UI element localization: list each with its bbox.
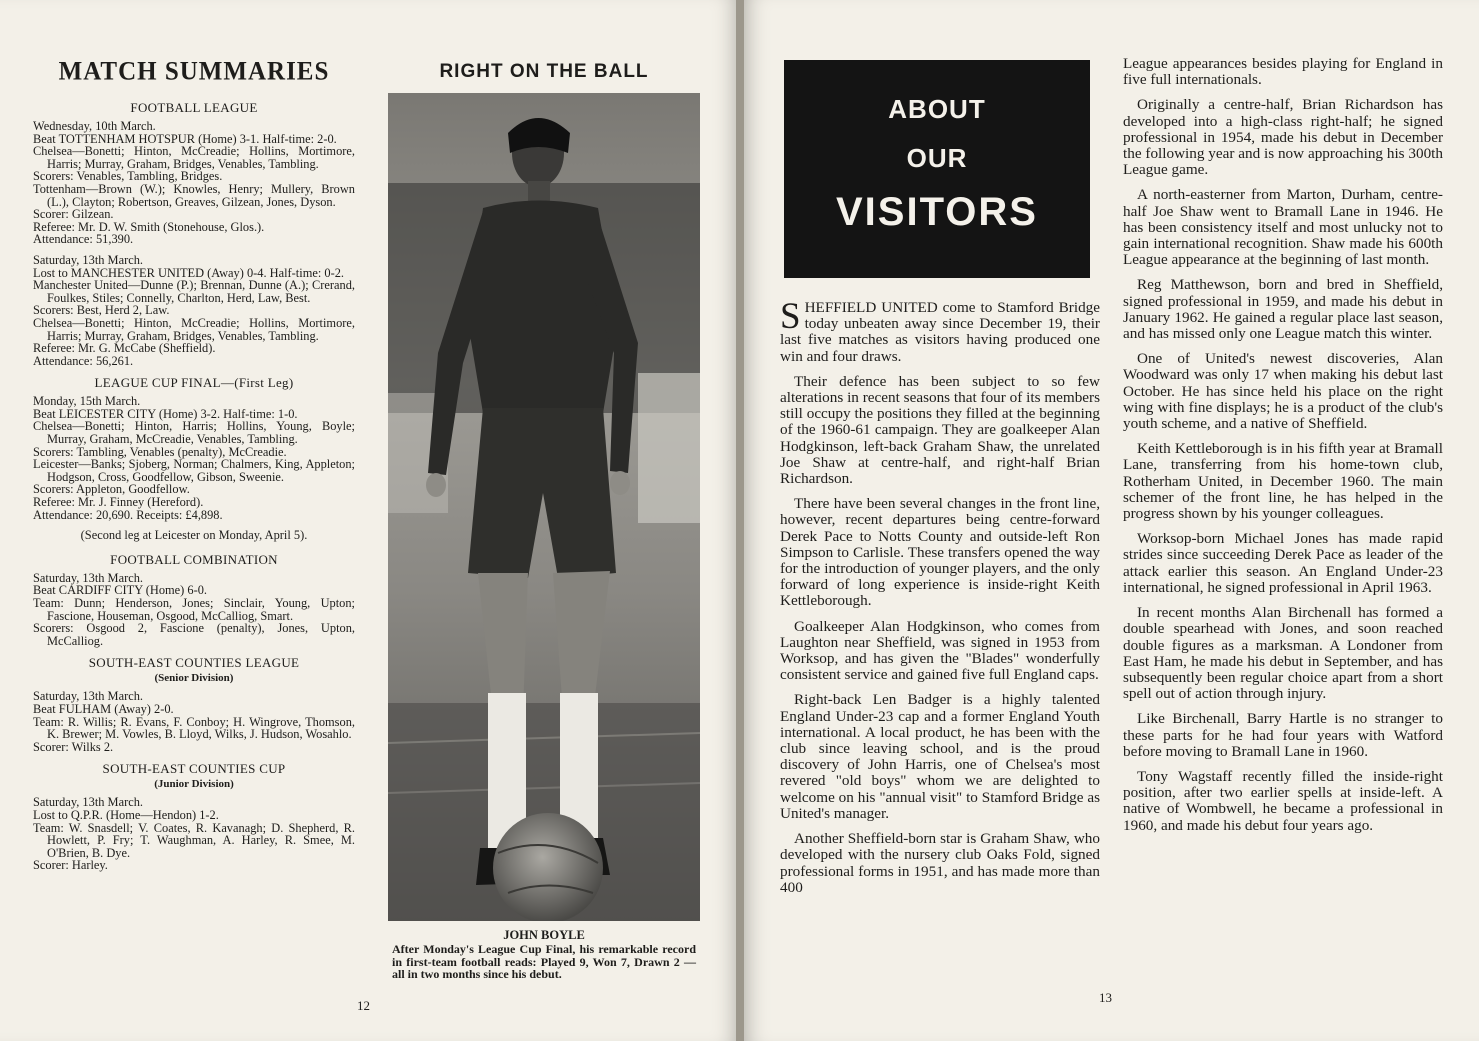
match-line: Attendance: 51,390. (33, 232, 134, 247)
match-line: Saturday, 13th March. (33, 252, 143, 267)
match-line: Team: R. Willis; R. Evans, F. Conboy; H. Wingrove, Thomson, K. Brewer; M. Vowles, B. Lloyd, Wilks, J. Hudson, Wosahlo. (33, 714, 355, 742)
section-heading: FOOTBALL LEAGUE (130, 100, 258, 115)
match-line: Beat LEICESTER CITY (Home) 3-2. Half-time: 1-0. (33, 406, 298, 421)
article-paragraph: One of United's newest discoveries, Alan Woodward was only 17 when making his debut last October. He has since held his place on the right wing with fine displays; he is a product of the club's youth scheme, and a native of Sheffield. (1123, 350, 1443, 433)
article-paragraph: Another Sheffield-born star is Graham Shaw, who developed with the nursery club Oaks Fold, signed professional forms in 1951, and has made more than 400 (780, 830, 1100, 896)
match-line: Beat TOTTENHAM HOTSPUR (Home) 3-1. Half-time: 2-0. (33, 131, 337, 146)
match-line: Team: W. Snasdell; V. Coates, R. Kavanagh; D. Shepherd, R. Howlett, P. Fry; T. Waughman, A. Harley, R. Smee, M. O'Brien, B. Dye. (33, 820, 355, 860)
match-line: Tottenham—Brown (W.); Knowles, Henry; Mullery, Brown (L.), Clayton; Robertson, Greaves, Gilzean, Jones, Dyson. (33, 181, 355, 209)
match-summary (33, 254, 355, 367)
lead-paragraph-text: HEFFIELD UNITED come to Stamford Bridge today unbeaten away since December 19, their last five matches as visitors having produced one win and four draws. (780, 299, 1100, 365)
article-paragraph: There have been several changes in the front line, however, recent departures being centre-forward Derek Pace to Notts County and outside-left Ron Simpson to Carlisle. These transfers opened the way for the introduction of younger players, and the only forward of long experience is inside-right Keith Kettleborough. (780, 495, 1100, 610)
banner-line-3: VISITORS (836, 190, 1038, 234)
section-heading: FOOTBALL COMBINATION (110, 551, 278, 567)
article-paragraph: Originally a centre-half, Brian Richardson has developed into a high-class right-half; he signed professional in 1954, made his debut in December the following year and is now approaching his 300th League game. (1123, 96, 1443, 179)
match-line: Leicester—Banks; Sjoberg, Norman; Chalmers, King, Appleton; Hodgson, Cross, Goodfellow, Gibson, Sweenie. (33, 457, 355, 484)
match-section (33, 375, 355, 542)
match-line: Scorers: Osgood 2, Fascione (penalty), Jones, Upton, McCalliog. (33, 621, 355, 648)
article-column-2 (1123, 56, 1443, 843)
article-paragraph: Tony Wagstaff recently filled the inside-right position, after two earlier spells at inside-left. A native of Wombwell, he became a professional in 1960, and made his debut four years ago. (1123, 767, 1443, 834)
section-subheading: (Junior Division) (154, 778, 234, 791)
match-line: Saturday, 13th March. (33, 795, 143, 810)
match-summary (33, 395, 355, 521)
left-page (0, 0, 738, 1041)
match-line: Scorers: Best, Herd 2, Law. (33, 303, 170, 318)
match-line: Beat CARDIFF CITY (Home) 6-0. (33, 583, 208, 598)
article-column-1 (780, 296, 1100, 905)
article-paragraph: Like Birchenall, Barry Hartle is no stranger to these parts for he had four years with Watford before moving to Bramall Lane in 1960. (1123, 710, 1443, 760)
article-paragraph: A north-easterner from Marton, Durham, centre-half Joe Shaw went to Bramall Lane in 1946. He has been consistency itself and most unlucky not to gain international recognition. Shaw made his 600th League appearance at the beginning of last month. (1123, 186, 1443, 269)
continued-paragraph: League appearances besides playing for England in five full internationals. (1123, 55, 1443, 89)
match-line: Scorer: Harley. (33, 858, 108, 873)
match-line: Monday, 15th March. (33, 394, 141, 409)
match-section (33, 100, 355, 367)
match-line: Chelsea—Bonetti; Hinton, McCreadie; Hollins, Mortimore, Harris; Murray, Graham, Bridges, Venables, Tambling. (33, 315, 355, 343)
match-line: Scorers: Appleton, Goodfellow. (33, 482, 190, 497)
page-number-left: 12 (357, 998, 370, 1013)
match-line: Saturday, 13th March. (33, 570, 143, 585)
match-summary (33, 120, 355, 246)
article-paragraph: Goalkeeper Alan Hodgkinson, who comes from Laughton near Sheffield, was signed in 1953 from Worksop, and has given the "Blades" wonderfully consistent service and gained five full England caps. (780, 617, 1100, 684)
article-paragraph: Worksop-born Michael Jones has made rapid strides since succeeding Derek Pace as leader of the attack earlier this season. An England Under-23 international, he signed professional in April 1963. (1123, 530, 1443, 596)
banner-line-1: ABOUT (888, 94, 986, 124)
match-line: Attendance: 20,690. Receipts: £4,898. (33, 507, 223, 522)
match-line: Chelsea—Bonetti; Hinton, McCreadie; Hollins, Mortimore, Harris; Murray, Graham, Bridges, Venables, Tambling. (33, 144, 355, 171)
match-line: Team: Dunn; Henderson, Jones; Sinclair, Young, Upton; Fascione, Houseman, Osgood, McCalliog, Smart. (33, 596, 355, 623)
article-paragraph: Their defence has been subject to so few alterations in recent seasons that four of its members still occupy the positions they filled at the beginning of the 1960-61 campaign. They are goalkeeper Alan Hodgkinson, left-back Graham Shaw, the unrelated Joe Shaw at centre-half, and right-half Brian Richardson. (780, 372, 1100, 488)
match-summary (33, 796, 355, 872)
photo-feature-title: RIGHT ON THE BALL (439, 61, 649, 82)
page-number-right: 13 (1099, 990, 1112, 1005)
match-line: Scorers: Venables, Tambling, Bridges. (33, 169, 223, 184)
section-subheading: (Senior Division) (154, 672, 234, 685)
match-line: Attendance: 56,261. (33, 353, 134, 368)
match-line: Chelsea—Bonetti; Hinton, Harris; Hollins, Young, Boyle; Murray, Graham, McCreadie, Venables, Tambling. (33, 419, 355, 447)
section-heading: SOUTH-EAST COUNTIES CUP (102, 761, 286, 777)
match-section (33, 655, 355, 753)
match-line: Referee: Mr. J. Finney (Hereford). (33, 495, 204, 510)
match-line: Scorer: Wilks 2. (33, 739, 114, 754)
match-line: Referee: Mr. G. McCabe (Sheffield). (33, 341, 216, 356)
match-line: Scorers: Tambling, Venables (penalty), McCreadie. (33, 444, 287, 459)
match-line: Lost to Q.P.R. (Home—Hendon) 1-2. (33, 807, 219, 822)
column-1-paragraphs (780, 374, 1100, 896)
photo-caption-text: After Monday's League Cup Final, his remarkable record in first-team football reads: Played 9, Won 7, Drawn 2 — all in two months since his debut. (392, 942, 696, 981)
photo-caption-name: JOHN BOYLE (503, 928, 585, 942)
match-summaries-column (33, 58, 355, 880)
match-line: Manchester United—Dunne (P.); Brennan, Dunne (A.); Crerand, Foulkes, Stiles; Connelly, Charlton, Herd, Law, Best. (33, 278, 355, 305)
article-paragraph: In recent months Alan Birchenall has formed a double spearhead with Jones, and soon reached double figures as a marksman. A Londoner from East Ham, he made his debut in September, and has subsequently been regular choice apart from a short spell out of action through injury. (1123, 604, 1443, 703)
match-section (33, 761, 355, 872)
match-line: Saturday, 13th March. (33, 689, 143, 704)
match-line: Scorer: Gilzean. (33, 207, 114, 222)
section-heading: SOUTH-EAST COUNTIES LEAGUE (88, 655, 300, 671)
article-paragraph: Right-back Len Badger is a highly talented England Under-23 cap and a former England Youth international. A local product, he has been with the club since leaving school, and is the proud discovery of John Harris, one of Chelsea's most revered "old boys" whom we are delighted to welcome on his "annual visit" to Stamford Bridge as United's manager. (780, 691, 1100, 822)
match-line: Wednesday, 10th March. (33, 119, 156, 133)
banner-line-2: OUR (906, 143, 968, 173)
drop-cap: S (780, 296, 801, 337)
player-photo (388, 93, 700, 921)
section-heading: LEAGUE CUP FINAL—(First Leg) (94, 375, 294, 391)
photo-feature (388, 58, 700, 981)
right-page (744, 0, 1479, 1041)
section-note: (Second leg at Leicester on Monday, April 5). (80, 528, 308, 543)
player-photo-illustration (388, 93, 700, 921)
column-2-paragraphs (1123, 97, 1443, 833)
article-lead-paragraph (780, 296, 1100, 365)
match-summary (33, 572, 355, 648)
match-line: Referee: Mr. D. W. Smith (Stonehouse, Glos.). (33, 219, 265, 234)
about-our-visitors-banner (784, 60, 1090, 278)
article-paragraph: Reg Matthewson, born and bred in Sheffield, signed professional in 1959, and made his debut in January 1962. He gained a regular place last season, and has missed only one League match this winter. (1123, 276, 1443, 343)
page-title: MATCH SUMMARIES (58, 57, 330, 86)
match-summary (33, 690, 355, 753)
article-paragraph: Keith Kettleborough is in his fifth year at Bramall Lane, transferring from his home-town club, Rotherham United, in December 1960. The main schemer of the front line, he has helped in the progress shown by his younger colleagues. (1123, 440, 1443, 523)
match-section (33, 552, 355, 648)
match-line: Lost to MANCHESTER UNITED (Away) 0-4. Half-time: 0-2. (33, 265, 344, 280)
match-sections (33, 100, 355, 872)
match-line: Beat FULHAM (Away) 2-0. (33, 701, 174, 716)
